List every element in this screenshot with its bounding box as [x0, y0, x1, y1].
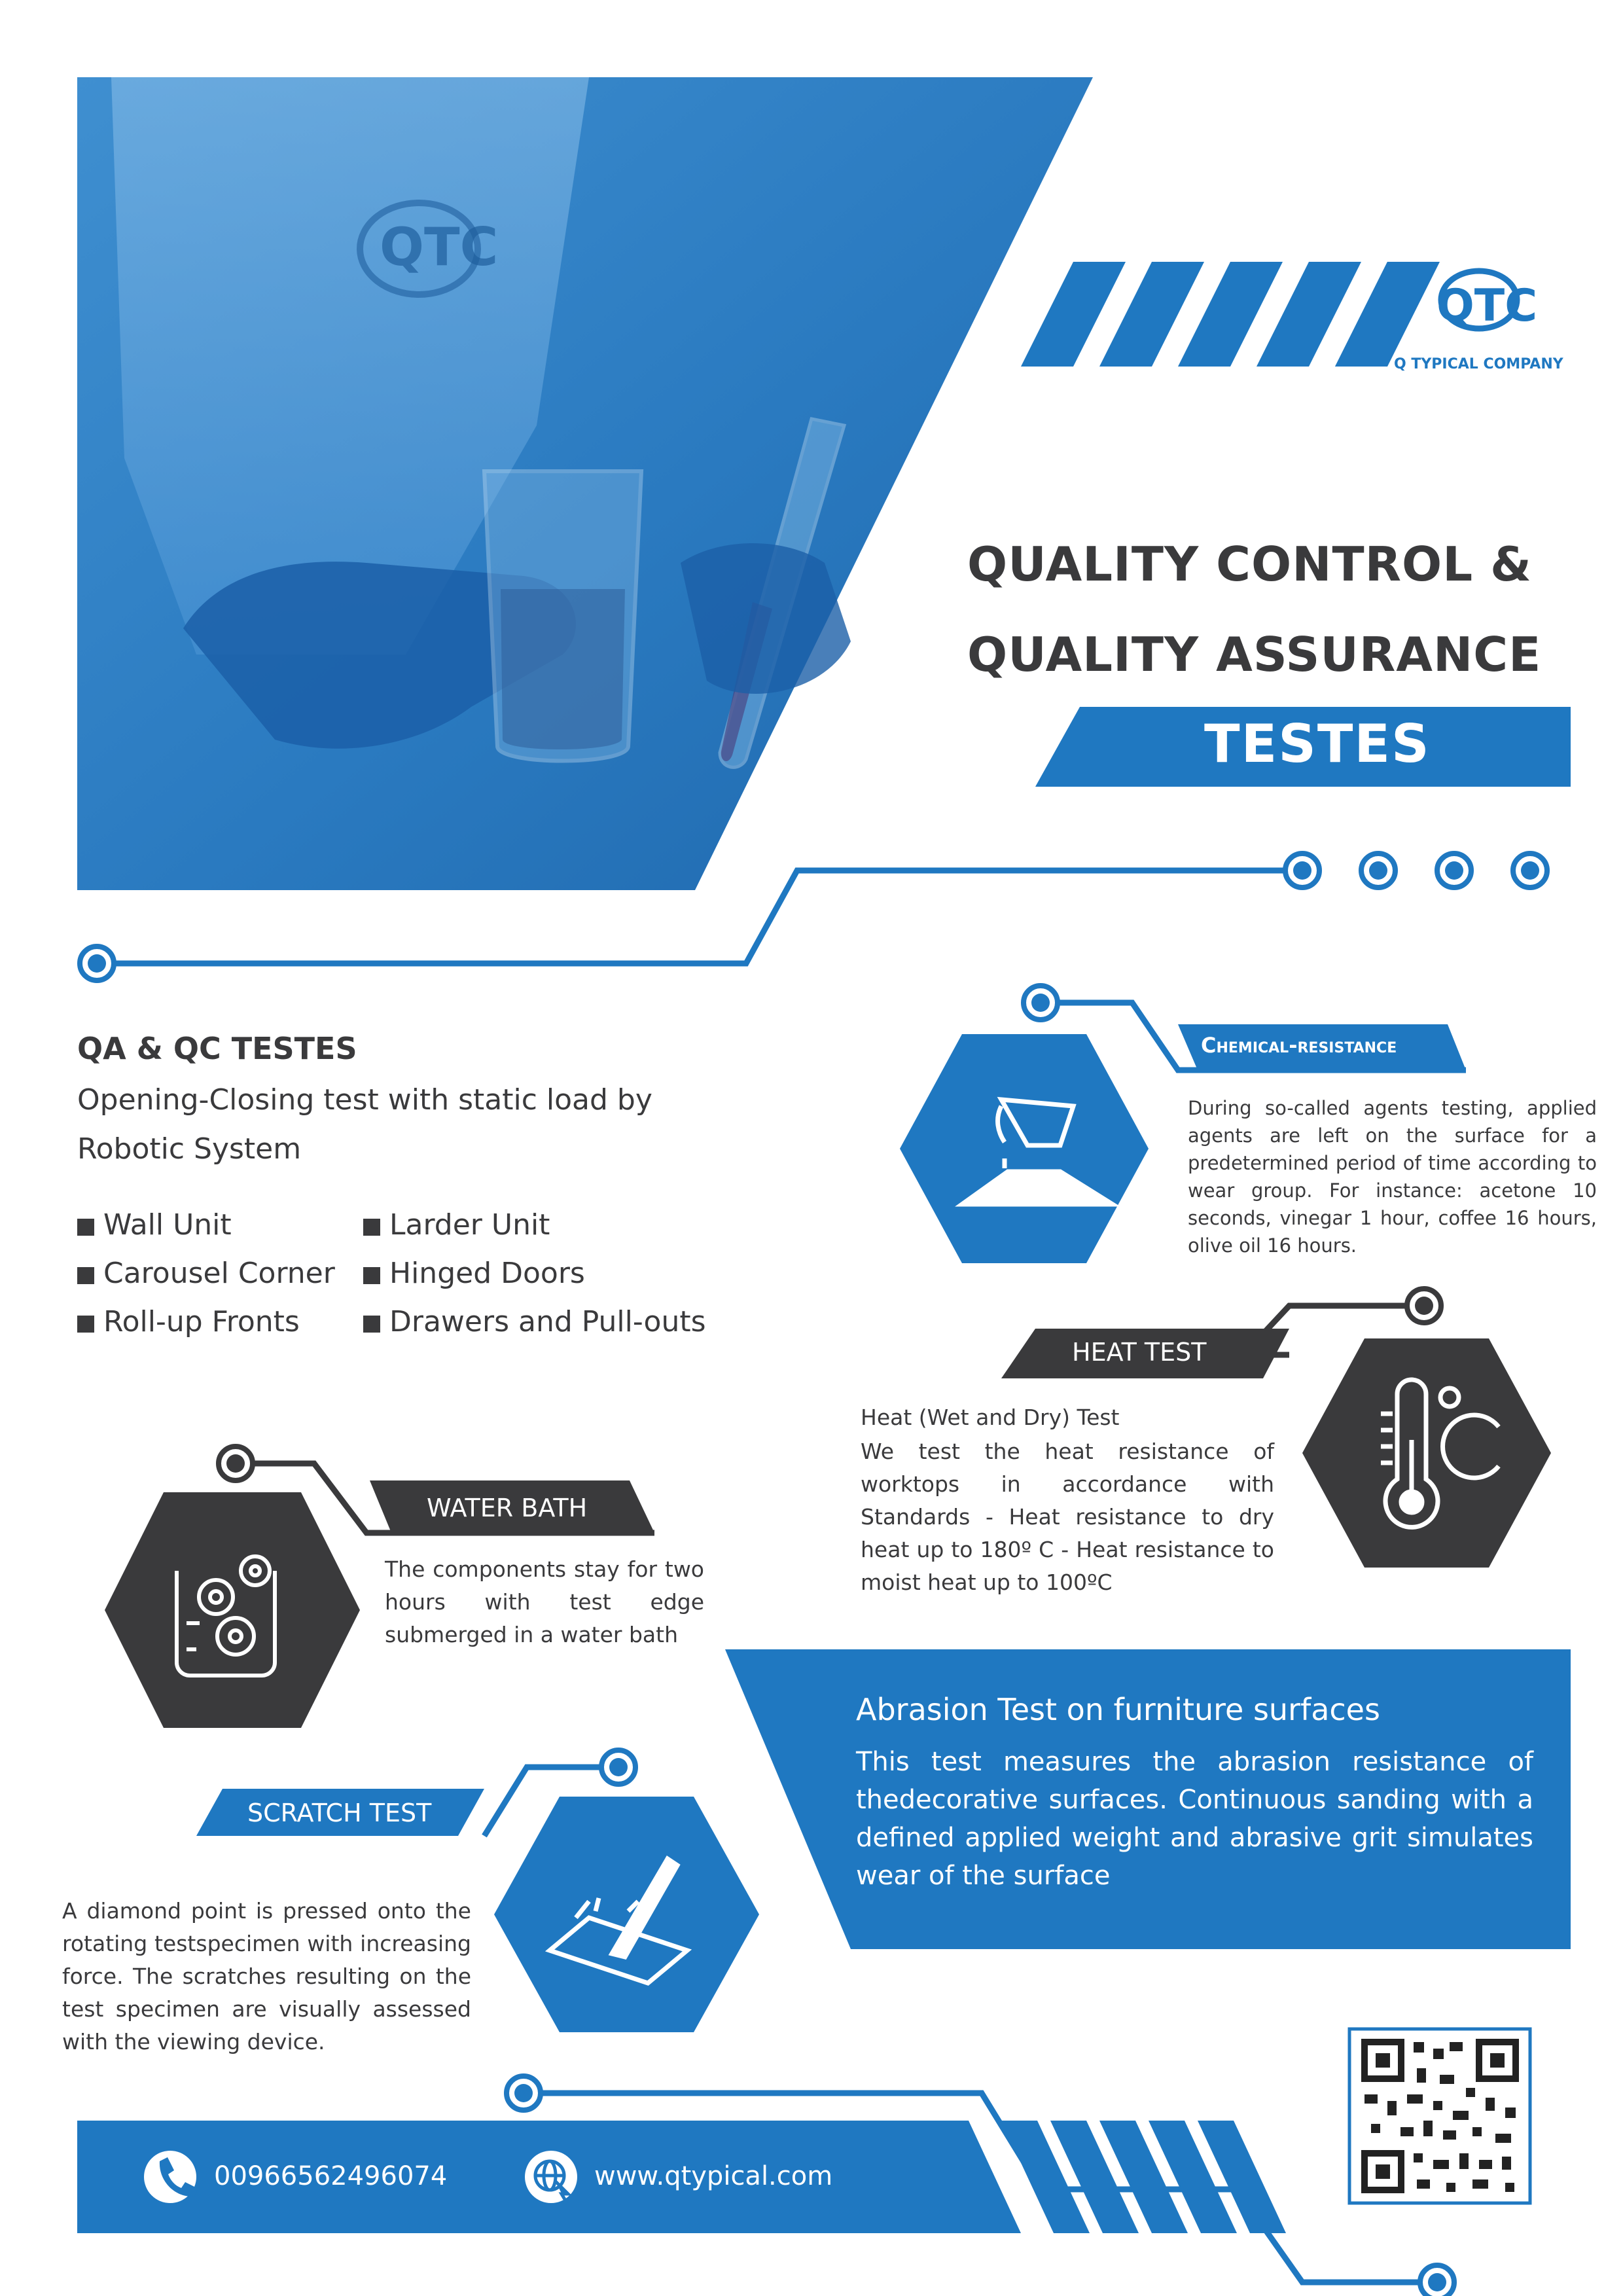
list-item: Drawers and Pull-outs — [363, 1305, 706, 1338]
qr-code-icon[interactable] — [1349, 2029, 1530, 2203]
heat-body: We test the heat resistance of worktops in accordance with Standards - Heat resistance to dry heat up to 180º C - Heat resistance to moist heat up to 100ºC — [861, 1439, 1274, 1595]
intro-subheading-line2: Robotic System — [77, 1132, 302, 1166]
water-label: WATER BATH — [427, 1494, 588, 1522]
water-body: The components stay for two hours with test edge submerged in a water bath — [385, 1556, 704, 1647]
list-item: Hinged Doors — [363, 1257, 585, 1290]
intro-subheading-line1: Opening-Closing test with static load by — [77, 1083, 652, 1117]
list-item: Wall Unit — [77, 1208, 232, 1242]
list-item: Roll-up Fronts — [77, 1305, 300, 1338]
footer-phone[interactable]: 00966562496074 — [214, 2161, 448, 2191]
hero-stripes — [1021, 262, 1440, 367]
list-item: Larder Unit — [363, 1208, 550, 1242]
footer-website[interactable]: www.qtypical.com — [594, 2161, 833, 2191]
page-title-line2: QUALITY ASSURANCE — [967, 627, 1542, 682]
qtc-logo — [1436, 271, 1537, 332]
chemical-body: During so-called agents testing, applied agents are left on the surface for a predetermined period of time according to wear group. For instance: acetone 10 seconds, vinegar 1 hour, coffee 16 hours, olive oil 16 hours. — [1188, 1097, 1597, 1257]
heat-subtitle: Heat (Wet and Dry) Test — [861, 1405, 1120, 1430]
list-item: Carousel Corner — [77, 1257, 335, 1290]
abrasion-body: This test measures the abrasion resistance of thedecorative surfaces. Continuous sanding with a defined applied weight and abrasive grit simulates wear of the surface — [856, 1747, 1533, 1891]
chemical-label: Chemical-resistance — [1201, 1033, 1397, 1058]
testes-banner-label: TESTES — [1204, 713, 1431, 774]
abrasion-title: Abrasion Test on furniture surfaces — [856, 1692, 1380, 1727]
scratch-label: SCRATCH TEST — [247, 1799, 432, 1827]
hero-photo — [77, 77, 1093, 890]
svg-text:QTC: QTC — [1436, 280, 1538, 332]
intro-heading: QA & QC TESTES — [77, 1031, 357, 1066]
heat-label: HEAT TEST — [1072, 1338, 1207, 1367]
scratch-body: A diamond point is pressed onto the rotating testspecimen with increasing force. The scratches resulting on the test specimen are visually assessed with the viewing device. — [62, 1898, 471, 2054]
company-name: Q TYPICAL COMPANY — [1394, 356, 1563, 372]
page-title-line1: QUALITY CONTROL & — [967, 537, 1532, 592]
svg-text:QTC: QTC — [380, 217, 499, 278]
